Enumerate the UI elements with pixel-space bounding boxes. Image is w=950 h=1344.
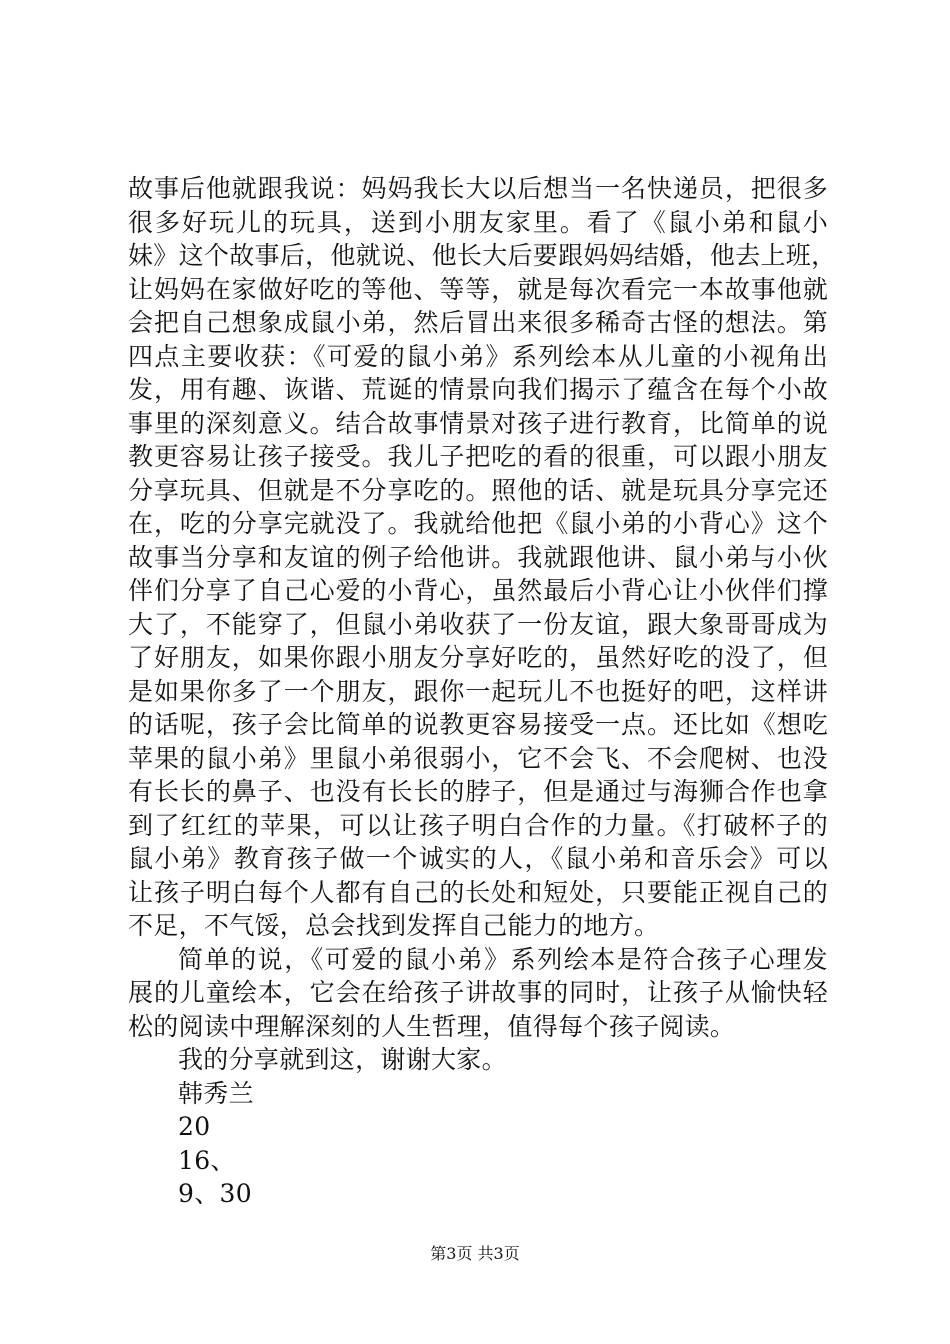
text-line: 有长长的鼻子、也没有长长的脖子，但是通过与海狮合作也拿	[128, 777, 828, 806]
text-line: 妹》这个故事后，他就说、他长大后要跟妈妈结婚，他去上班，	[128, 241, 837, 270]
text-line: 分享玩具、但就是不分享吃的。照他的话、就是玩具分享完还	[128, 475, 828, 505]
text-line: 会把自己想象成鼠小弟，然后冒出来很多稀奇古怪的想法。第	[128, 308, 828, 337]
text-line: 让孩子明白每个人都有自己的长处和短处，只要能正视自己的	[128, 877, 828, 907]
signature-block	[128, 1077, 828, 1211]
text-line: 事里的深刻意义。结合故事情景对孩子进行教育，比简单的说	[128, 408, 828, 438]
text-line: 四点主要收获：《可爱的鼠小弟》系列绘本从儿童的小视角出	[128, 341, 828, 371]
author-name: 韩秀兰	[178, 1078, 254, 1108]
text-line: 伴们分享了自己心爱的小背心，虽然最后小背心让小伙伴们撑	[128, 576, 828, 605]
date-line: 9、30	[178, 1179, 252, 1208]
paragraph-closing	[128, 1043, 828, 1077]
text-line: 让妈妈在家做好吃的等他、等等，就是每次看完一本故事他就	[128, 274, 828, 304]
text-line: 到了红红的苹果，可以让孩子明白合作的力量。《打破杯子的	[128, 810, 828, 840]
text-line: 故事当分享和友谊的例子给他讲。我就跟他讲、鼠小弟与小伙	[128, 542, 828, 572]
text-line: 发，用有趣、诙谐、荒诞的情景向我们揭示了蕴含在每个小故	[128, 375, 828, 404]
text-line: 很多好玩儿的玩具，送到小朋友家里。看了《鼠小弟和鼠小	[128, 207, 828, 237]
text-line: 不足，不气馁，总会找到发挥自己能力的地方。	[128, 911, 660, 940]
text-line: 简单的说，《可爱的鼠小弟》系列绘本是符合孩子心理发	[178, 944, 828, 974]
closing-line: 我的分享就到这，谢谢大家。	[178, 1045, 507, 1074]
body-text	[128, 172, 837, 1211]
text-line: 在，吃的分享完就没了。我就给他把《鼠小弟的小背心》这个	[128, 509, 828, 538]
text-line: 大了，不能穿了，但鼠小弟收获了一份友谊，跟大象哥哥成为	[128, 609, 828, 639]
text-line: 鼠小弟》教育孩子做一个诚实的人，《鼠小弟和音乐会》可以	[128, 844, 828, 873]
text-line: 故事后他就跟我说：妈妈我长大以后想当一名快递员，把很多	[128, 174, 828, 203]
paragraph-story-and-gains	[128, 172, 837, 943]
text-line: 展的儿童绘本，它会在给孩子讲故事的同时，让孩子从愉快轻	[128, 978, 828, 1007]
page-footer	[0, 1244, 950, 1264]
text-line: 松的阅读中理解深刻的人生哲理，值得每个孩子阅读。	[128, 1011, 736, 1041]
date-line: 16、	[178, 1145, 236, 1175]
date-line: 20	[178, 1112, 211, 1141]
text-line: 苹果的鼠小弟》里鼠小弟很弱小，它不会飞、不会爬树、也没	[128, 743, 828, 773]
text-line: 教更容易让孩子接受。我儿子把吃的看的很重，可以跟小朋友	[128, 442, 828, 471]
text-line: 的话呢，孩子会比简单的说教更容易接受一点。还比如《想吃	[128, 710, 828, 739]
paragraph-summary	[128, 943, 828, 1044]
text-line: 是如果你多了一个朋友，跟你一起玩儿不也挺好的吧，这样讲	[128, 676, 828, 706]
text-line: 了好朋友，如果你跟小朋友分享好吃的，虽然好吃的没了，但	[128, 643, 828, 672]
page-number: 第3页 共3页	[430, 1244, 520, 1263]
